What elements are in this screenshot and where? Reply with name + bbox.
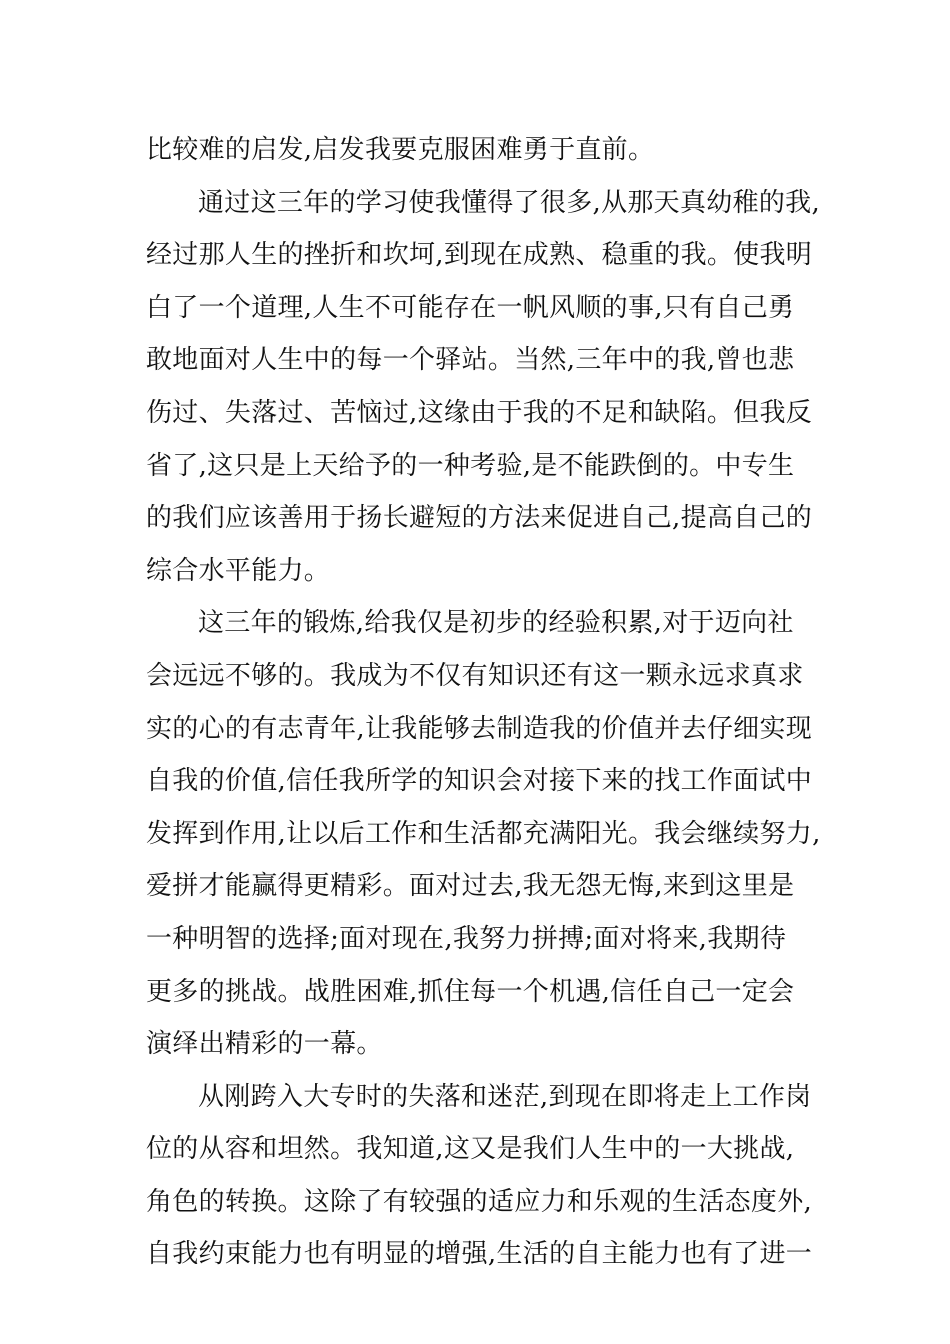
text-line: 的我们应该善用于扬长避短的方法来促进自己,提高自己的 [146, 503, 813, 534]
text-line: 白了一个道理,人生不可能存在一帆风顺的事,只有自己勇 [146, 292, 795, 323]
text-line: 角色的转换。这除了有较强的适应力和乐观的生活态度外, [146, 1186, 813, 1217]
text-line: 一种明智的选择;面对现在,我努力拼搏;面对将来,我期待 [146, 923, 787, 954]
text-line: 会远远不够的。我成为不仅有知识还有这一颗永远求真求 [146, 660, 804, 691]
text-line: 省了,这只是上天给予的一种考验,是不能跌倒的。中专生 [146, 450, 795, 481]
text-line: 爱拼才能赢得更精彩。面对过去,我无怨无悔,来到这里是 [146, 871, 795, 902]
text-line: 综合水平能力。 [146, 555, 331, 586]
document-body [146, 129, 826, 1286]
text-line: 自我的价值,信任我所学的知识会对接下来的找工作面试中 [146, 766, 813, 797]
text-line: 更多的挑战。战胜困难,抓住每一个机遇,信任自己一定会 [146, 976, 795, 1007]
text-line: 位的从容和坦然。我知道,这又是我们人生中的一大挑战, [146, 1134, 795, 1165]
text-line: 通过这三年的学习使我懂得了很多,从那天真幼稚的我, [198, 187, 821, 218]
text-line: 从刚跨入大专时的失落和迷茫,到现在即将走上工作岗 [198, 1081, 812, 1112]
text-line: 经过那人生的挫折和坎坷,到现在成熟、稳重的我。使我明 [146, 240, 813, 271]
text-line: 这三年的锻炼,给我仅是初步的经验积累,对于迈向社 [198, 608, 794, 639]
text-line: 演绎出精彩的一幕。 [146, 1029, 383, 1060]
text-line: 实的心的有志青年,让我能够去制造我的价值并去仔细实现 [146, 713, 813, 744]
text-line: 伤过、失落过、苦恼过,这缘由于我的不足和缺陷。但我反 [146, 397, 813, 428]
text-line: 自我约束能力也有明显的增强,生活的自主能力也有了进一 [146, 1239, 813, 1270]
text-line: 比较难的启发,启发我要克服困难勇于直前。 [146, 135, 655, 165]
text-line: 敢地面对人生中的每一个驿站。当然,三年中的我,曾也悲 [146, 345, 795, 376]
text-line: 发挥到作用,让以后工作和生活都充满阳光。我会继续努力, [146, 818, 821, 849]
